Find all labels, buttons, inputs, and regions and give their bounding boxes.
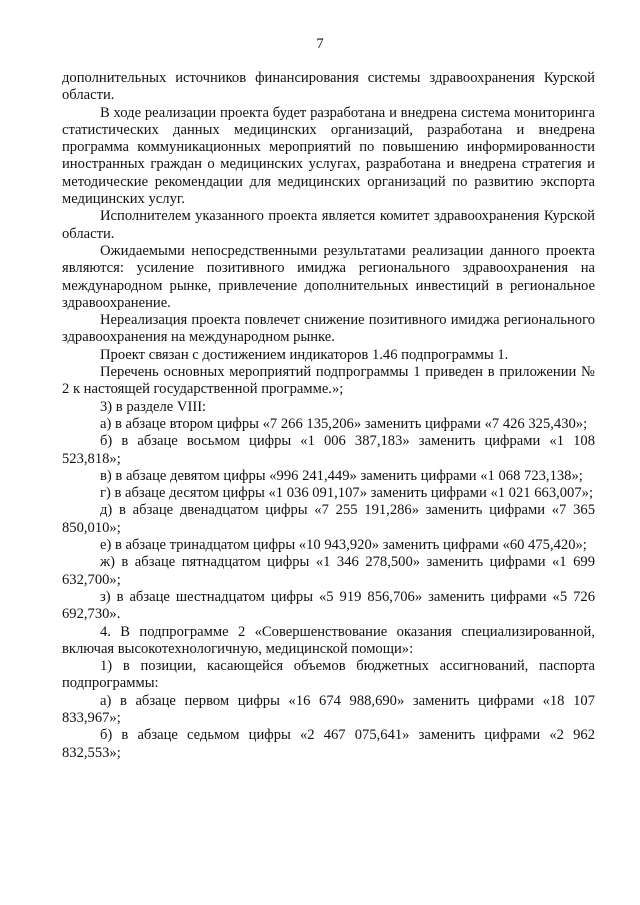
paragraph: а) в абзаце втором цифры «7 266 135,206» заменить цифрами «7 426 325,430»;	[100, 415, 588, 432]
paragraph: 4. В подпрограмме 2 «Совершенствование оказания специализированной, включая высокотехнологичную, медицинской помощи»:	[62, 623, 595, 657]
paragraph: Ожидаемыми непосредственными результатами реализации данного проекта являются: усиление позитивного имиджа регионального здравоохранения на международном рынке, привлечение дополнительных инвестиций в региональное здравоохранение.	[62, 242, 595, 311]
paragraph: е) в абзаце тринадцатом цифры «10 943,920» заменить цифрами «60 475,420»;	[100, 537, 587, 554]
paragraph: Исполнителем указанного проекта является комитет здравоохранения Курской области.	[62, 208, 595, 242]
paragraph: Нереализация проекта повлечет снижение позитивного имиджа регионального здравоохранения на международном рынке.	[62, 312, 595, 346]
paragraph: ж) в абзаце пятнадцатом цифры «1 346 278,500» заменить цифрами «1 699 632,700»;	[62, 554, 595, 588]
paragraph: В ходе реализации проекта будет разработана и внедрена система мониторинга статистических данных медицинских организаций, разработана и внедрена программа коммуникационных мероприятий по повышению информированности иностранных граждан о медицинских услугах, разработана и внедрена стратегия и методические рекомендации для медицинских организаций по развитию экспорта медицинских услуг.	[62, 104, 595, 208]
paragraph: дополнительных источников финансирования системы здравоохранения Курской области.	[62, 70, 595, 104]
page-number: 7	[316, 36, 324, 52]
paragraph: з) в абзаце шестнадцатом цифры «5 919 856,706» заменить цифрами «5 726 692,730».	[62, 588, 595, 623]
paragraph: 3) в разделе VIII:	[100, 398, 207, 415]
paragraph: б) в абзаце седьмом цифры «2 467 075,641» заменить цифрами «2 962 832,553»;	[62, 727, 595, 761]
paragraph: Перечень основных мероприятий подпрограммы 1 приведен в приложении № 2 к настоящей государственной программе.»;	[62, 364, 595, 398]
paragraph: а) в абзаце первом цифры «16 674 988,690» заменить цифрами «18 107 833,967»;	[62, 692, 595, 726]
paragraph: в) в абзаце девятом цифры «996 241,449» заменить цифрами «1 068 723,138»;	[100, 467, 583, 484]
paragraph: г) в абзаце десятом цифры «1 036 091,107» заменить цифрами «1 021 663,007»;	[100, 485, 594, 502]
paragraph: Проект связан с достижением индикаторов 1.46 подпрограммы 1.	[100, 346, 509, 363]
document-body	[62, 70, 595, 762]
paragraph: б) в абзаце восьмом цифры «1 006 387,183» заменить цифрами «1 108 523,818»;	[62, 433, 595, 467]
paragraph: д) в абзаце двенадцатом цифры «7 255 191,286» заменить цифрами «7 365 850,010»;	[62, 502, 595, 536]
paragraph: 1) в позиции, касающейся объемов бюджетных ассигнований, паспорта подпрограммы:	[62, 658, 595, 692]
